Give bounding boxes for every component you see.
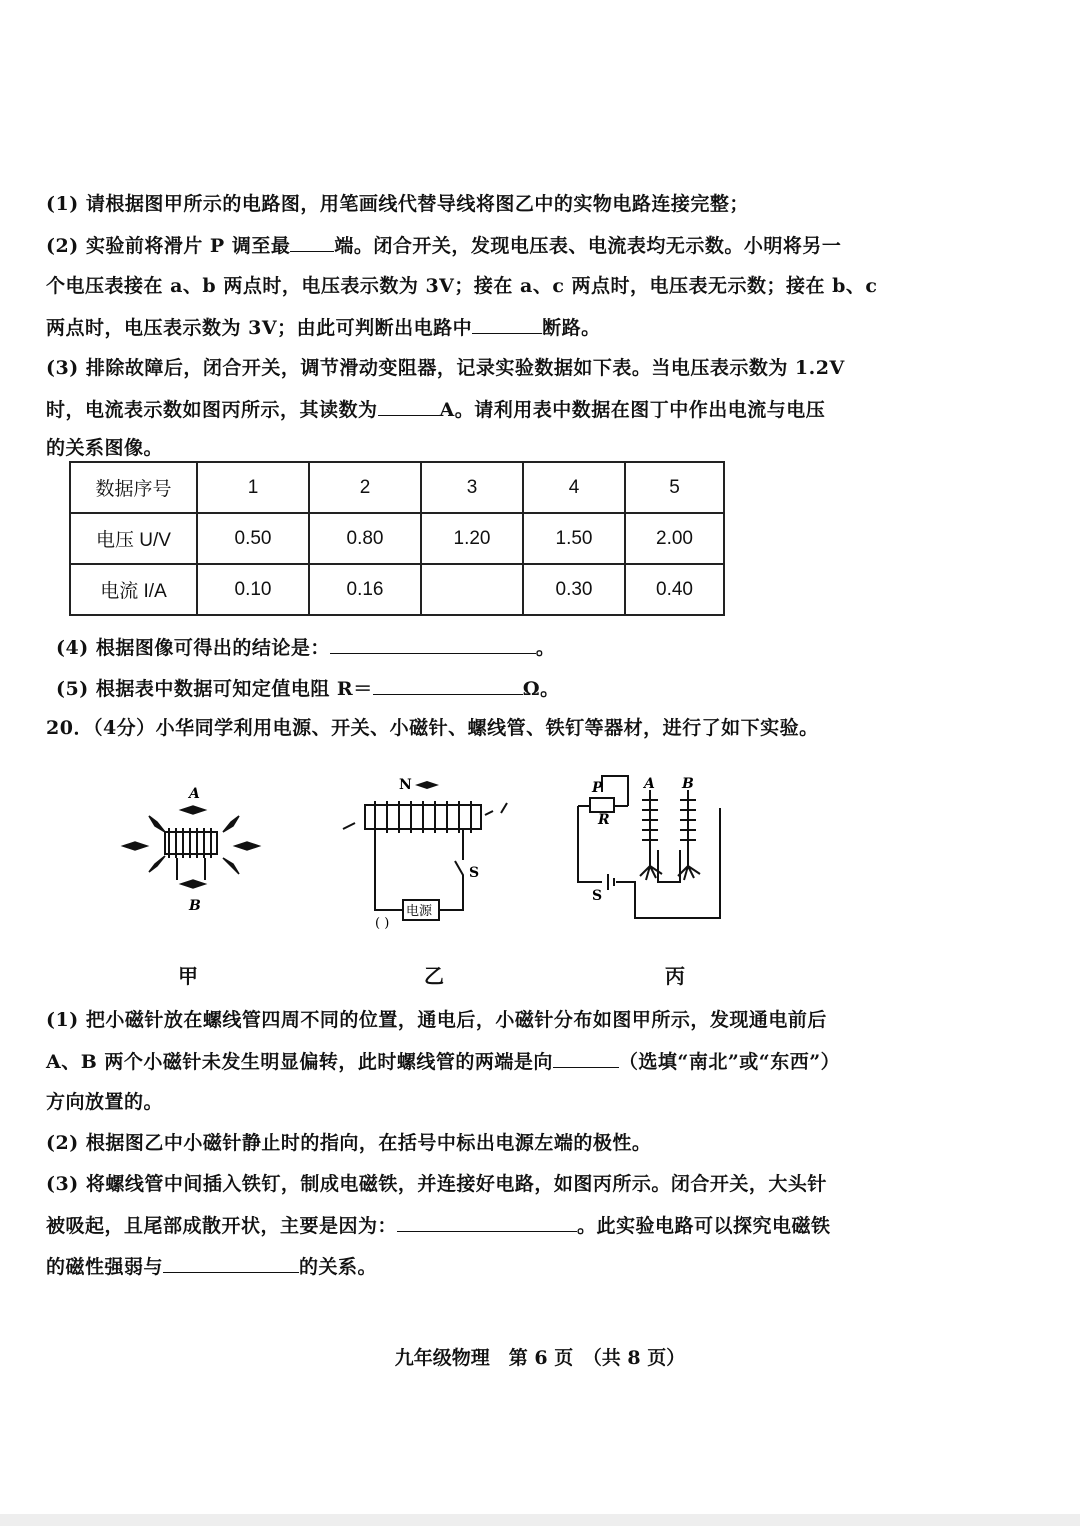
figure-c-electromagnet-circuit — [570, 770, 730, 930]
table-row-current — [70, 564, 724, 615]
q20-part3-line1: (3) 将螺线管中间插入铁钉，制成电磁铁，并连接好电路，如图丙所示。闭合开关，大头针 — [46, 1173, 827, 1195]
q20-part3-line3-a: 的磁性强弱与 — [46, 1256, 164, 1278]
table-cell: 5 — [625, 462, 724, 513]
q19-part3-line2-b: A。请利用表中数据在图丁中作出电流与电压 — [439, 399, 826, 421]
table-cell: 4 — [523, 462, 625, 513]
q19-part3-line1: (3) 排除故障后，闭合开关，调节滑动变阻器，记录实验数据如下表。当电压表示数为 1.2V — [46, 357, 845, 379]
q20-blank-direction[interactable] — [553, 1049, 619, 1068]
page-bottom-edge — [0, 1514, 1080, 1526]
table-cell: 数据序号 — [70, 462, 197, 513]
q20-part3-line3-b: 的关系。 — [299, 1256, 378, 1278]
fig-c-label-P: P — [592, 780, 603, 796]
table-cell: 2.00 — [625, 513, 724, 564]
fig-c-label-A: A — [644, 776, 655, 792]
caption-bing: 丙 — [665, 964, 685, 988]
table-row-header — [70, 462, 724, 513]
q19-part3-line3: 的关系图像。 — [46, 437, 164, 459]
q20-part3-line2-a: 被吸起，且尾部成散开状，主要是因为： — [46, 1215, 398, 1237]
q19-part2-line3 — [46, 315, 601, 340]
q19-part2-line2: 个电压表接在 a、b 两点时，电压表示数为 3V；接在 a、c 两点时，电压表无示数；接在 b、c — [46, 275, 878, 297]
q19-part2-line3-b: 断路。 — [542, 317, 601, 339]
table-cell: 电压 U/V — [70, 513, 197, 564]
q20-part3-line2 — [46, 1213, 831, 1238]
fig-c-label-B: B — [682, 776, 694, 792]
q19-part3-line2-a: 时，电流表示数如图丙所示，其读数为 — [46, 399, 378, 421]
q19-part2-line1 — [46, 233, 841, 258]
table-cell: 0.80 — [309, 513, 421, 564]
q20-title: 20．（4分）小华同学利用电源、开关、小磁针、螺线管、铁钉等器材，进行了如下实验。 — [46, 717, 819, 739]
q20-part3-line2-b: 。此实验电路可以探究电磁铁 — [577, 1215, 831, 1237]
q19-blank-resistance[interactable] — [373, 676, 523, 695]
table-cell: 0.16 — [309, 564, 421, 615]
table-cell: 3 — [421, 462, 523, 513]
rheostat-R — [590, 798, 614, 812]
table-cell: 0.10 — [197, 564, 309, 615]
fig-c-label-S: S — [592, 888, 603, 904]
caption-jia: 甲 — [178, 964, 198, 988]
q20-blank-reason[interactable] — [397, 1213, 577, 1232]
q19-blank-current[interactable] — [378, 397, 440, 416]
fig-b-label-S: S — [469, 865, 480, 881]
compass-needle-B — [181, 880, 205, 888]
compass-needle-north — [415, 781, 439, 789]
q19-part1: (1) 请根据图甲所示的电路图，用笔画线代替导线将图乙中的实物电路连接完整； — [46, 193, 749, 215]
table-cell: 1.20 — [421, 513, 523, 564]
table-cell-empty[interactable] — [421, 564, 523, 615]
fig-c-label-R: R — [598, 812, 610, 828]
table-cell: 0.40 — [625, 564, 724, 615]
q20-part1-line2-b: （选填“南北”或“东西”） — [618, 1051, 841, 1073]
fig-b-polarity-blank[interactable]: ( ) — [375, 916, 390, 931]
table-cell: 2 — [309, 462, 421, 513]
q19-part4-text-b: 。 — [535, 637, 556, 659]
table-cell: 0.50 — [197, 513, 309, 564]
table-cell: 0.30 — [523, 564, 625, 615]
q20-part1-line3: 方向放置的。 — [46, 1091, 164, 1113]
q19-blank-slider-end[interactable] — [290, 233, 334, 252]
figure-a-solenoid-compasses — [115, 780, 275, 920]
q20-part2: (2) 根据图乙中小磁针静止时的指向，在括号中标出电源左端的极性。 — [46, 1132, 652, 1154]
q19-part5 — [56, 676, 560, 701]
page-footer: 九年级物理 第 6 页 （共 8 页） — [394, 1347, 686, 1369]
q19-part2-text-b: 端。闭合开关，发现电压表、电流表均无示数。小明将另一 — [334, 235, 842, 257]
q20-part1-line2 — [46, 1049, 840, 1074]
q20-part1-line2-a: A、B 两个小磁针未发生明显偏转，此时螺线管的两端是向 — [46, 1051, 553, 1073]
q19-part2-line3-a: 两点时，电压表示数为 3V；由此可判断出电路中 — [46, 317, 473, 339]
table-cell: 1.50 — [523, 513, 625, 564]
figure-b-solenoid-circuit — [335, 765, 525, 935]
q19-part5-text-a: (5) 根据表中数据可知定值电阻 R＝ — [56, 678, 373, 700]
data-table — [69, 461, 725, 616]
fig-a-label-B: B — [189, 898, 201, 914]
q19-part5-text-b: Ω。 — [522, 678, 560, 700]
table-cell: 电流 I/A — [70, 564, 197, 615]
q19-blank-fault[interactable] — [472, 315, 542, 334]
q19-blank-conclusion[interactable] — [330, 635, 536, 654]
table-row-voltage — [70, 513, 724, 564]
q20-blank-factor[interactable] — [163, 1254, 299, 1273]
q19-part3-line2 — [46, 397, 825, 422]
table-cell: 1 — [197, 462, 309, 513]
caption-yi: 乙 — [424, 964, 444, 988]
fig-b-label-N: N — [399, 777, 412, 793]
fig-a-label-A: A — [189, 786, 200, 802]
q20-part3-line3 — [46, 1254, 377, 1279]
fig-b-label-source: 电源 — [406, 904, 433, 919]
q19-part4 — [56, 635, 555, 660]
compass-needle-A — [181, 806, 205, 814]
q19-part2-text-a: (2) 实验前将滑片 P 调至最 — [46, 235, 291, 257]
q19-part4-text-a: (4) 根据图像可得出的结论是： — [56, 637, 330, 659]
q20-part1-line1: (1) 把小磁针放在螺线管四周不同的位置，通电后，小磁针分布如图甲所示，发现通电前后 — [46, 1009, 827, 1031]
